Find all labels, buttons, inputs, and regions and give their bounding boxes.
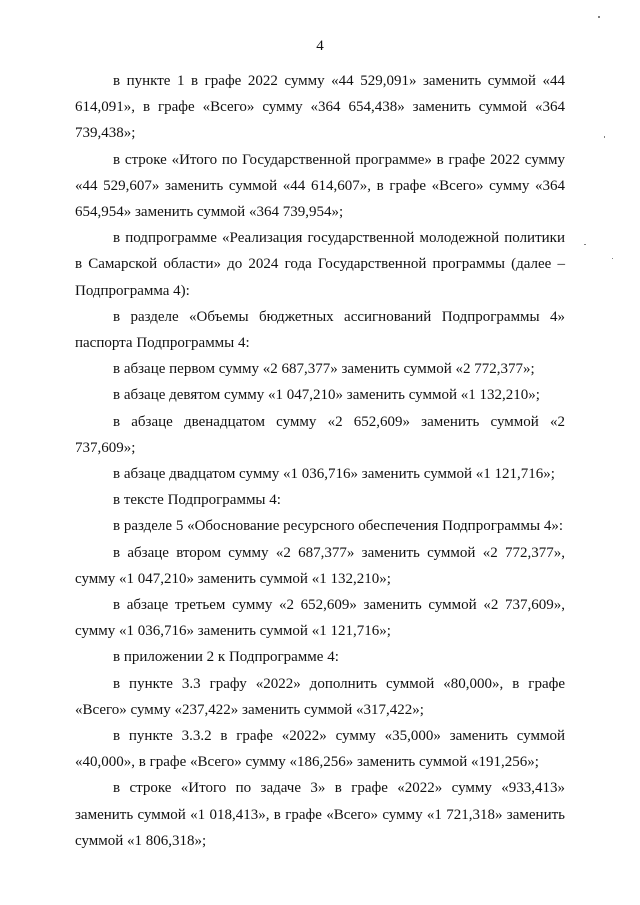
- scan-speck: [598, 16, 600, 18]
- paragraph: в разделе 5 «Обоснование ресурсного обеспечения Подпрограммы 4»:: [113, 518, 563, 535]
- paragraph: в абзаце третьем сумму «2 652,609» заменить суммой «2 737,609», сумму «1 036,716» заменить суммой «1 121,716»;: [75, 597, 565, 640]
- page-number: 4: [316, 38, 324, 54]
- paragraph: в подпрограмме «Реализация государственной молодежной политики в Самарской области» до 2024 года Государственной программы (далее – Подпрограмма 4):: [75, 230, 565, 299]
- paragraph: в абзаце двенадцатом сумму «2 652,609» заменить суммой «2 737,609»;: [75, 413, 565, 456]
- paragraph: в пункте 3.3.2 в графе «2022» сумму «35,000» заменить суммой «40,000», в графе «Всего» сумму «186,256» заменить суммой «191,256»;: [75, 728, 565, 771]
- paragraph: в строке «Итого по Государственной программе» в графе 2022 сумму «44 529,607» заменить суммой «44 614,607», в графе «Всего» сумму «364 654,954» заменить суммой «364 739,954»;: [75, 151, 565, 221]
- paragraph: в абзаце девятом сумму «1 047,210» заменить суммой «1 132,210»;: [113, 387, 540, 404]
- scan-speck: [612, 258, 613, 259]
- paragraph: в абзаце первом сумму «2 687,377» заменить суммой «2 772,377»;: [113, 361, 535, 378]
- paragraph: в тексте Подпрограммы 4:: [113, 492, 281, 509]
- paragraph: в абзаце втором сумму «2 687,377» заменить суммой «2 772,377», сумму «1 047,210» заменить суммой «1 132,210»;: [75, 544, 565, 587]
- paragraph: в пункте 3.3 графу «2022» дополнить суммой «80,000», в графе «Всего» сумму «237,422» заменить суммой «317,422»;: [75, 675, 565, 718]
- paragraph: в строке «Итого по задаче 3» в графе «2022» сумму «933,413» заменить суммой «1 018,413», в графе «Всего» сумму «1 721,318» заменить суммой «1 806,318»;: [75, 780, 565, 849]
- paragraph: в приложении 2 к Подпрограмме 4:: [113, 649, 339, 666]
- paragraph: в разделе «Объемы бюджетных ассигнований Подпрограммы 4» паспорта Подпрограммы 4:: [75, 308, 565, 352]
- scan-speck: [604, 136, 605, 138]
- document-body: [75, 68, 565, 854]
- scan-speck: [584, 244, 586, 245]
- paragraph: в абзаце двадцатом сумму «1 036,716» заменить суммой «1 121,716»;: [113, 466, 555, 483]
- paragraph: в пункте 1 в графе 2022 сумму «44 529,091» заменить суммой «44 614,091», в графе «Всего» сумму «364 654,438» заменить суммой «364 739,438»;: [75, 73, 565, 142]
